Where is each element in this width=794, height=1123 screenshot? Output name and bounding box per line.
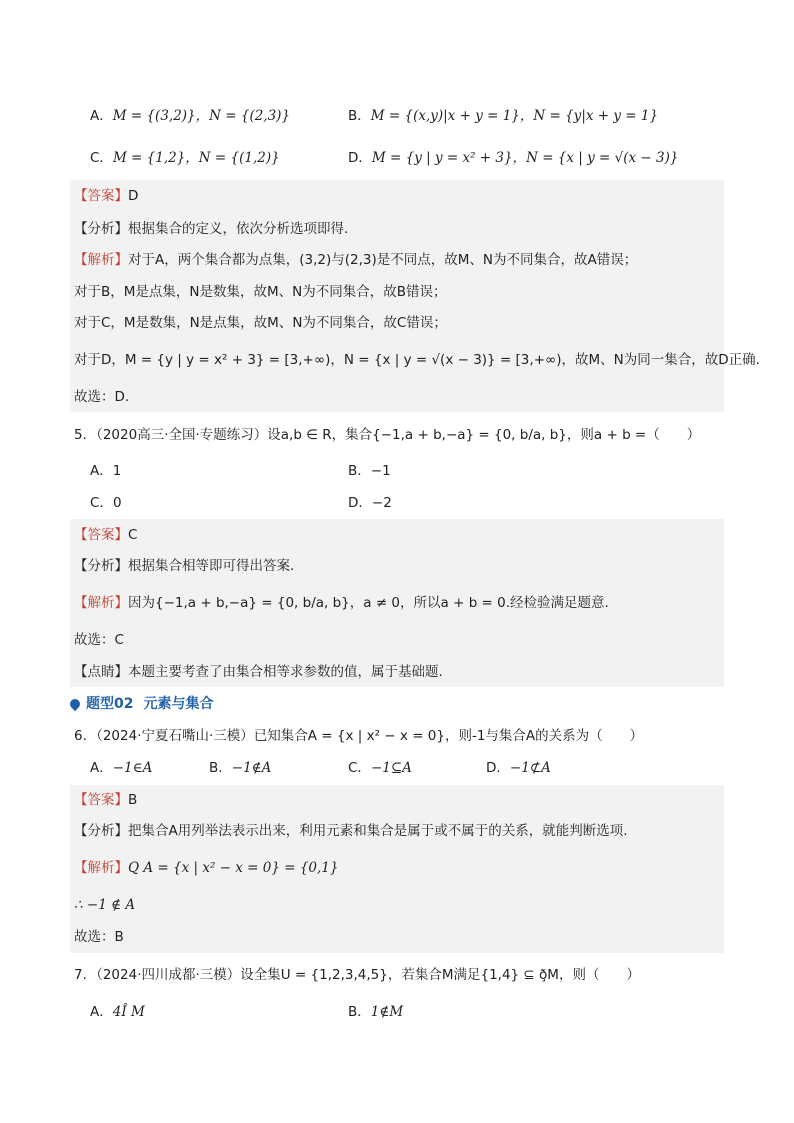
option-c: C．M = {1,2}，N = {(1,2)}: [90, 150, 280, 166]
analysis-line: 【分析】根据集合相等即可得出答案.: [74, 558, 295, 574]
analysis-line: 【分析】根据集合的定义，依次分析选项即得.: [74, 221, 349, 237]
option-c: C．0: [90, 495, 122, 511]
solution-line: 【解析】因为{−1,a + b,−a} = {0, b/a, b}，a ≠ 0，所以a + b = 0.经检验满足题意.: [74, 595, 609, 611]
choose-line: 故选：D.: [74, 389, 130, 405]
option-b: B．−1: [348, 463, 391, 479]
solution-line: 【解析】Q A = {x | x² − x = 0} = {0,1}: [74, 860, 339, 876]
solution-line: ∴ −1 ∉ A: [74, 897, 136, 913]
section-header: 题型02 元素与集合: [70, 694, 213, 714]
answer-line: 【答案】D: [74, 188, 139, 204]
analysis-line: 【分析】把集合A用列举法表示出来，利用元素和集合是属于或不属于的关系，就能判断选项.: [74, 823, 628, 839]
question-stem: 7．（2024·四川成都·三模）设全集U = {1,2,3,4,5}，若集合M满足{1,4} ⊆ ð̧M，则（ ）: [74, 967, 640, 983]
question-stem: 6．（2024·宁夏石嘴山·三模）已知集合A = {x | x² − x = 0}，则-1与集合A的关系为（ ）: [74, 728, 644, 744]
solution-line: 对于C，M是数集，N是点集，故M、N为不同集合，故C错误；: [74, 315, 447, 331]
option-b: B．1∉M: [348, 1004, 404, 1020]
option-a: A．M = {(3,2)}，N = {(2,3)}: [90, 108, 291, 124]
option-d: D．−2: [348, 495, 392, 511]
option-a: A．1: [90, 463, 122, 479]
solution-line: 【解析】对于A，两个集合都为点集，(3,2)与(2,3)是不同点，故M、N为不同集合，故A错误；: [74, 252, 638, 268]
choose-line: 故选：B: [74, 929, 124, 945]
option-b: B．−1∉A: [209, 760, 272, 776]
option-c: C．−1⊆A: [348, 760, 412, 776]
location-pin-icon: [68, 697, 82, 711]
question-stem: 5．（2020高三·全国·专题练习）设a,b ∈ R，集合{−1,a + b,−a} = {0, b/a, b}，则a + b =（ ）: [74, 427, 701, 443]
option-d: D．−1⊄A: [486, 760, 551, 776]
option-a: A．−1∈A: [90, 760, 153, 776]
option-b: B．M = {(x,y)|x + y = 1}，N = {y|x + y = 1}: [348, 108, 659, 124]
option-d: D．M = {y | y = x² + 3}，N = {x | y = √(x − 3)}: [348, 150, 679, 166]
option-a: A．4Î M: [90, 1004, 145, 1020]
answer-line: 【答案】C: [74, 527, 138, 543]
answer-line: 【答案】B: [74, 792, 138, 808]
solution-line: 对于D，M = {y | y = x² + 3} = [3,+∞)，N = {x | y = √(x − 3)} = [3,+∞)，故M、N为同一集合，故D正确.: [74, 352, 760, 368]
choose-line: 故选：C: [74, 632, 124, 648]
solution-line: 对于B，M是点集，N是数集，故M、N为不同集合，故B错误；: [74, 284, 447, 300]
comment-line: 【点睛】本题主要考查了由集合相等求参数的值，属于基础题.: [74, 664, 443, 680]
